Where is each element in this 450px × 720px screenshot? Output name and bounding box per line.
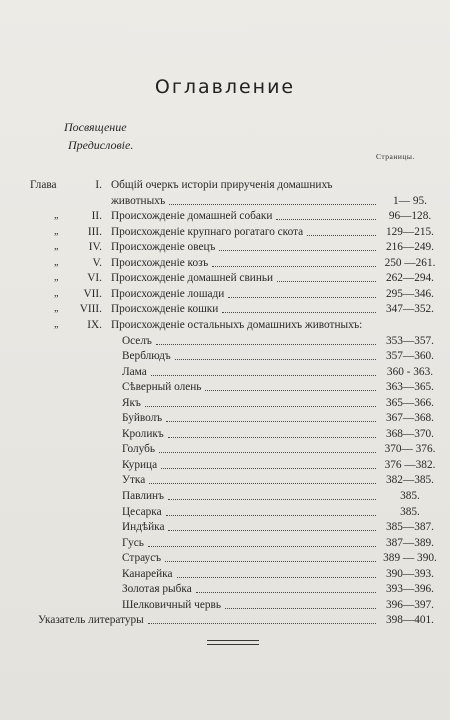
chapter-label: „	[54, 241, 59, 253]
chapter-row	[0, 240, 450, 254]
chapter-title: Происхожденіе домашней свиньи	[111, 272, 274, 285]
chapter-number: II.	[91, 210, 102, 223]
bibliography-title: Указатель литературы	[38, 614, 144, 627]
animal-name: Канарейка	[122, 567, 173, 580]
dot-leader	[219, 240, 376, 251]
dot-leader	[168, 489, 376, 500]
animal-row	[0, 505, 450, 519]
chapter-row	[0, 318, 450, 332]
chapter-title: животныхъ	[111, 194, 166, 207]
dedication-entry: Посвящение	[64, 120, 127, 134]
chapter-number: III.	[87, 225, 102, 238]
animal-row	[0, 380, 450, 394]
animal-row	[0, 365, 450, 379]
dot-leader	[168, 427, 376, 438]
chapter-label: „	[54, 210, 59, 222]
chapter-label: „	[54, 287, 59, 299]
page-range: 385.	[400, 505, 420, 518]
animal-name: Страусъ	[122, 552, 162, 565]
chapter-title: Общій очеркъ исторіи прирученія домашнихъ	[111, 179, 333, 191]
dot-leader	[148, 536, 376, 547]
animal-name: Цесарка	[122, 505, 162, 518]
dot-leader	[145, 396, 376, 407]
page-range: 353—357.	[385, 334, 434, 347]
page-title: Оглавление	[154, 76, 296, 98]
dot-leader	[148, 613, 376, 624]
page-range: 389 — 390.	[383, 552, 437, 565]
closing-double-rule	[207, 640, 259, 641]
dot-leader	[149, 473, 376, 484]
dot-leader	[156, 334, 376, 345]
chapter-number: I.	[95, 179, 102, 191]
animal-row	[0, 520, 450, 534]
chapter-number: VIII.	[79, 303, 102, 316]
chapter-number: IX.	[87, 318, 102, 331]
chapter-row	[0, 302, 450, 316]
animal-name: Гусь	[122, 536, 144, 549]
chapter-row	[0, 271, 450, 285]
page-range: 398—401.	[385, 614, 434, 627]
bibliography-row	[0, 613, 450, 627]
page-range: 368—370.	[385, 427, 434, 440]
page-range: 390—393.	[385, 567, 434, 580]
page-range: 396—397.	[385, 598, 434, 611]
animal-name: Буйволъ	[122, 412, 163, 425]
animal-row	[0, 489, 450, 503]
animal-row	[0, 582, 450, 596]
animal-row	[0, 442, 450, 456]
chapter-number: V.	[92, 256, 102, 269]
chapter-label: „	[54, 272, 59, 284]
animal-name: Кроликъ	[122, 427, 164, 440]
chapter-row	[0, 178, 450, 192]
dot-leader	[177, 567, 376, 578]
page-range: 295—346.	[385, 287, 434, 300]
dot-leader	[175, 349, 376, 360]
animal-row	[0, 427, 450, 441]
chapter-number: IV.	[88, 241, 102, 254]
animal-name: Оселъ	[122, 334, 152, 347]
page-range: 129—215.	[385, 225, 434, 238]
page-range: 393—396.	[385, 583, 434, 596]
chapter-label: „	[54, 256, 59, 268]
dot-leader	[225, 598, 376, 609]
dot-leader	[166, 505, 376, 516]
animal-row	[0, 536, 450, 550]
page-range: 363—365.	[385, 381, 434, 394]
chapter-number: VII.	[83, 287, 102, 300]
animal-row	[0, 598, 450, 612]
chapter-title: Происхожденіе овецъ	[111, 241, 216, 254]
animal-name: Верблюдъ	[122, 350, 171, 363]
chapter-label: „	[54, 225, 59, 237]
page-range: 262—294.	[385, 272, 434, 285]
page-range: 367—368.	[385, 412, 434, 425]
dot-leader	[277, 271, 376, 282]
page-range: 216—249.	[385, 241, 434, 254]
animal-name: Утка	[122, 474, 146, 487]
animal-name: Индѣйка	[122, 521, 165, 534]
animal-name: Якъ	[122, 396, 141, 409]
chapter-title: Происхожденіе лошади	[111, 287, 225, 300]
page-range: 382—385.	[385, 474, 434, 487]
animal-name: Голубь	[122, 443, 156, 456]
page-range: 370— 376.	[384, 443, 436, 456]
page-range: 387—389.	[385, 536, 434, 549]
page-range: 385—387.	[385, 521, 434, 534]
chapter-row	[0, 209, 450, 223]
chapter-row	[0, 194, 450, 208]
chapter-number: VI.	[87, 272, 102, 285]
chapter-title: Происхожденіе кошки	[111, 303, 219, 316]
page-range: 385.	[400, 490, 420, 502]
animal-row	[0, 411, 450, 425]
page-range: 376 —382.	[384, 458, 436, 471]
page-range: 1— 95.	[393, 194, 427, 207]
dot-leader	[196, 582, 376, 593]
animal-row	[0, 567, 450, 581]
chapter-title: Происхожденіе домашней собаки	[111, 210, 273, 223]
dot-leader	[228, 287, 376, 298]
dot-leader	[169, 194, 376, 205]
chapter-title: Происхожденіе козъ	[111, 256, 209, 269]
page-range: 360 - 363.	[386, 365, 434, 378]
preface-entry: Предисловіе.	[68, 138, 134, 152]
chapter-row	[0, 256, 450, 270]
dot-leader	[307, 225, 376, 236]
animal-row	[0, 551, 450, 565]
dot-leader	[165, 551, 376, 562]
animal-name: Сѣверный олень	[122, 381, 202, 394]
page-range: 347—352.	[385, 303, 434, 316]
animal-row	[0, 349, 450, 363]
dot-leader	[151, 365, 376, 376]
dot-leader	[222, 302, 376, 313]
animal-row	[0, 334, 450, 348]
page-range: 250 —261.	[384, 256, 436, 269]
dot-leader	[161, 458, 376, 469]
dot-leader	[276, 209, 376, 220]
pages-column-header: Страницы.	[376, 152, 415, 161]
animal-name: Шелковичный червь	[122, 598, 222, 611]
page-range: 357—360.	[385, 350, 434, 363]
chapter-label: „	[54, 318, 59, 330]
chapter-row	[0, 225, 450, 239]
animal-name: Курица	[122, 458, 158, 471]
page-range: 365—366.	[385, 396, 434, 409]
dot-leader	[159, 442, 376, 453]
dot-leader	[168, 520, 376, 531]
chapter-title: Происхожденіе крупнаго рогатаго скота	[111, 225, 304, 238]
animal-name: Золотая рыбка	[122, 583, 192, 596]
chapter-label: Глава	[30, 179, 57, 191]
dot-leader	[205, 380, 376, 391]
animal-row	[0, 396, 450, 410]
chapter-row	[0, 287, 450, 301]
dot-leader	[166, 411, 376, 422]
chapter-title: Происхожденіе остальныхъ домашнихъ животныхъ:	[111, 318, 363, 331]
animal-row	[0, 473, 450, 487]
chapter-label: „	[54, 303, 59, 315]
animal-row	[0, 458, 450, 472]
animal-name: Павлинъ	[122, 490, 164, 502]
dot-leader	[212, 256, 376, 267]
page-range: 96—128.	[388, 210, 432, 223]
animal-name: Лама	[122, 365, 147, 378]
